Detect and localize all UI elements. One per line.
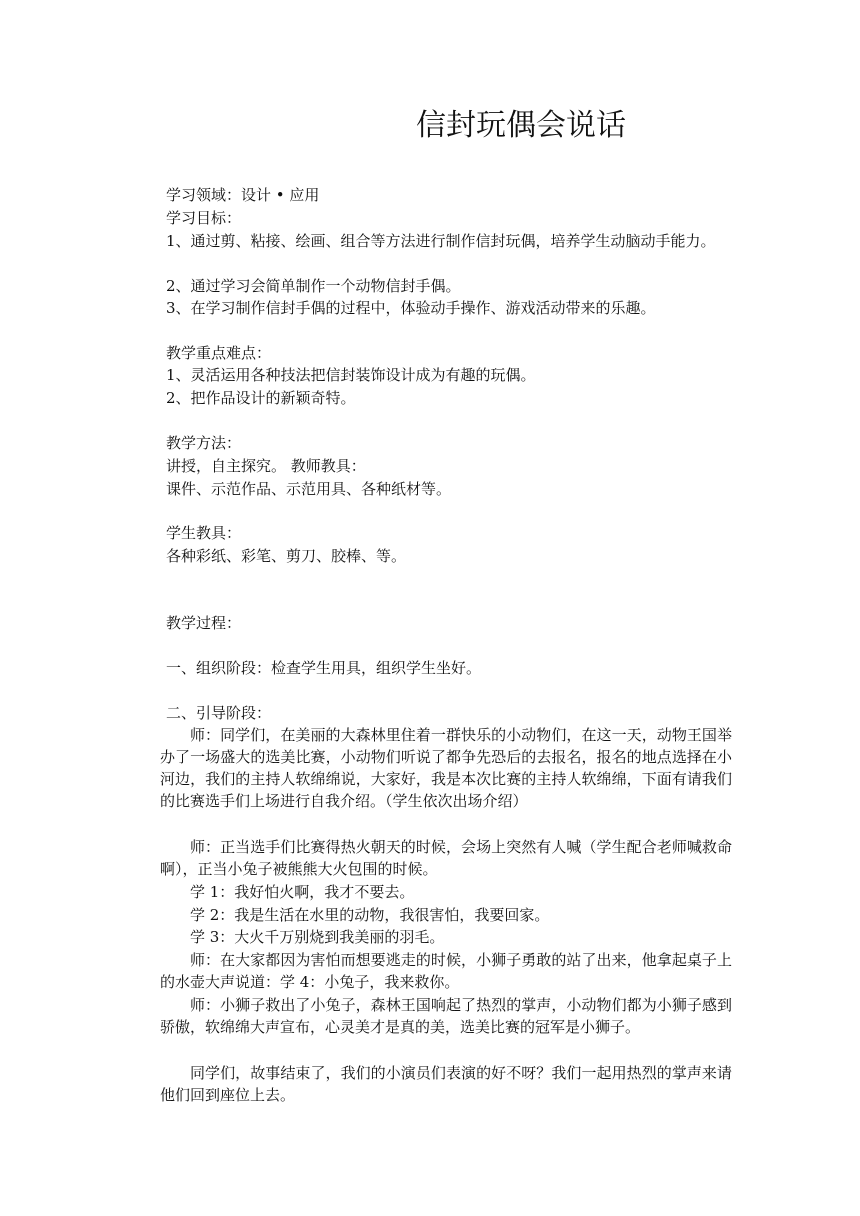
story-paragraph-3: 师：在大家都因为害怕而想要逃走的时候，小狮子勇敢的站了出来，他拿起桌子上的水壶大声说道：学 4：小兔子，我来救你。: [160, 951, 732, 991]
story-line-student-1: 学 1：我好怕火啊，我才不要去。: [190, 883, 415, 901]
objective-2: 2、通过学习会简单制作一个动物信封手偶。: [166, 277, 461, 295]
methods-line: 讲授，自主探究。 教师教具：: [166, 457, 366, 475]
student-tools: 各种彩纸、彩笔、剪刀、胶棒、等。: [166, 547, 407, 565]
story-line-student-3: 学 3：大火千万别烧到我美丽的羽毛。: [190, 928, 445, 946]
story-paragraph-5: 同学们，故事结束了，我们的小演员们表演的好不呀？我们一起用热烈的掌声来请他们回到座位上去。: [160, 1064, 732, 1104]
objective-3: 3、在学习制作信封手偶的过程中，体验动手操作、游戏活动带来的乐趣。: [166, 299, 656, 317]
stage-2-heading: 二、引导阶段：: [166, 704, 272, 722]
key-point-2: 2、把作品设计的新颖奇特。: [166, 389, 356, 407]
methods-heading: 教学方法：: [166, 434, 242, 452]
key-point-1: 1、灵活运用各种技法把信封装饰设计成为有趣的玩偶。: [166, 366, 536, 384]
learning-field: 学习领域：设计 • 应用: [166, 186, 320, 204]
student-tools-heading: 学生教具：: [166, 524, 242, 542]
story-paragraph-4: 师：小狮子救出了小兔子，森林王国响起了热烈的掌声，小动物们都为小狮子感到骄傲，软绵绵大声宣布，心灵美才是真的美，选美比赛的冠军是小狮子。: [160, 996, 732, 1036]
key-points-heading: 教学重点难点：: [166, 344, 272, 362]
story-paragraph-1: 师：同学们，在美丽的大森林里住着一群快乐的小动物们，在这一天，动物王国举办了一场盛大的选美比赛，小动物们听说了都争先恐后的去报名，报名的地点选择在小河边，我们的主持人软绵绵说，大家好，我是本次比赛的主持人软绵绵，下面有请我们的比赛选手们上场进行自我介绍。（学生依次出场介绍）: [160, 726, 732, 810]
stage-1: 一、组织阶段：检查学生用具，组织学生坐好。: [166, 659, 482, 677]
process-heading: 教学过程：: [166, 614, 242, 632]
objectives-heading: 学习目标：: [166, 209, 242, 227]
document-title: 信封玩偶会说话: [416, 108, 626, 143]
objective-1: 1、通过剪、粘接、绘画、组合等方法进行制作信封玩偶，培养学生动脑动手能力。: [166, 232, 716, 250]
teacher-tools: 课件、示范作品、示范用具、各种纸材等。: [166, 480, 452, 498]
story-line-student-2: 学 2：我是生活在水里的动物，我很害怕，我要回家。: [190, 906, 550, 924]
story-paragraph-2: 师：正当选手们比赛得热火朝天的时候，会场上突然有人喊（学生配合老师喊救命啊），正当小兔子被熊熊大火包围的时候。: [160, 838, 732, 878]
